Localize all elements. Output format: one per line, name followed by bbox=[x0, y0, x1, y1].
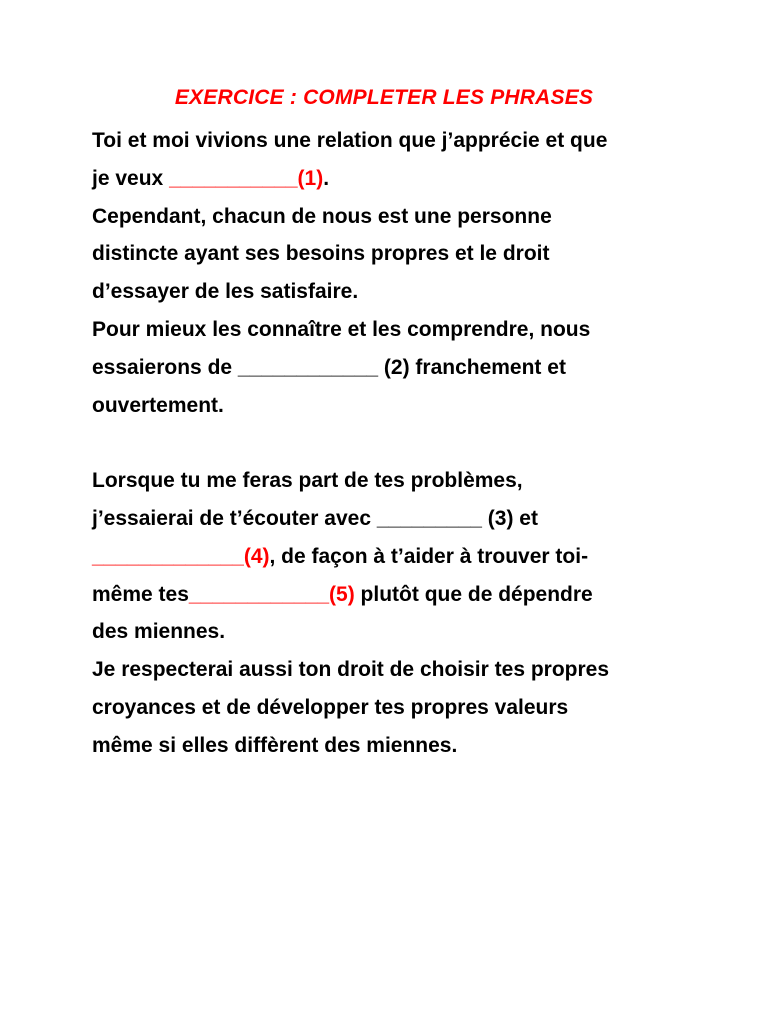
text-line-7: essaierons de ____________ (2) franchement et bbox=[92, 355, 566, 379]
text-segment: . bbox=[323, 166, 330, 190]
blank-5: ____________(5) bbox=[188, 582, 355, 606]
text-line-12 bbox=[92, 576, 692, 614]
text-line-13: des miennes. bbox=[92, 620, 226, 644]
text-line-8: ouvertement. bbox=[92, 393, 224, 417]
blank-4: _____________(4) bbox=[92, 544, 270, 568]
text-line-4: distincte ayant ses besoins propres et le droit bbox=[92, 242, 550, 266]
text-line-2 bbox=[92, 160, 692, 198]
text-segment: je veux bbox=[92, 166, 170, 190]
text-line-14: Je respecterai aussi ton droit de choisir tes propres bbox=[92, 658, 610, 682]
text-line-3: Cependant, chacun de nous est une personne bbox=[92, 204, 552, 228]
paragraph-spacer bbox=[92, 424, 692, 462]
text-segment: , de façon à t’aider à trouver toi- bbox=[269, 544, 589, 568]
text-line-15: croyances et de développer tes propres valeurs bbox=[92, 695, 569, 719]
text-line-1: Toi et moi vivions une relation que j’apprécie et que bbox=[92, 129, 608, 152]
text-line-16: même si elles diffèrent des miennes. bbox=[92, 733, 458, 757]
text-line-9: Lorsque tu me feras part de tes problèmes, bbox=[92, 469, 523, 493]
text-line-6: Pour mieux les connaître et les comprendre, nous bbox=[92, 317, 591, 341]
text-line-5: d’essayer de les satisfaire. bbox=[92, 280, 359, 304]
exercise-text bbox=[92, 122, 692, 765]
exercise-title: EXERCICE : COMPLETER LES PHRASES bbox=[174, 86, 594, 109]
text-segment: plutôt que de dépendre bbox=[354, 582, 593, 606]
text-line-11 bbox=[92, 538, 692, 576]
blank-1: ___________(1) bbox=[169, 166, 324, 190]
text-line-10: j’essaierai de t’écouter avec _________ (3) et bbox=[92, 506, 538, 530]
text-segment: même tes bbox=[92, 582, 189, 606]
